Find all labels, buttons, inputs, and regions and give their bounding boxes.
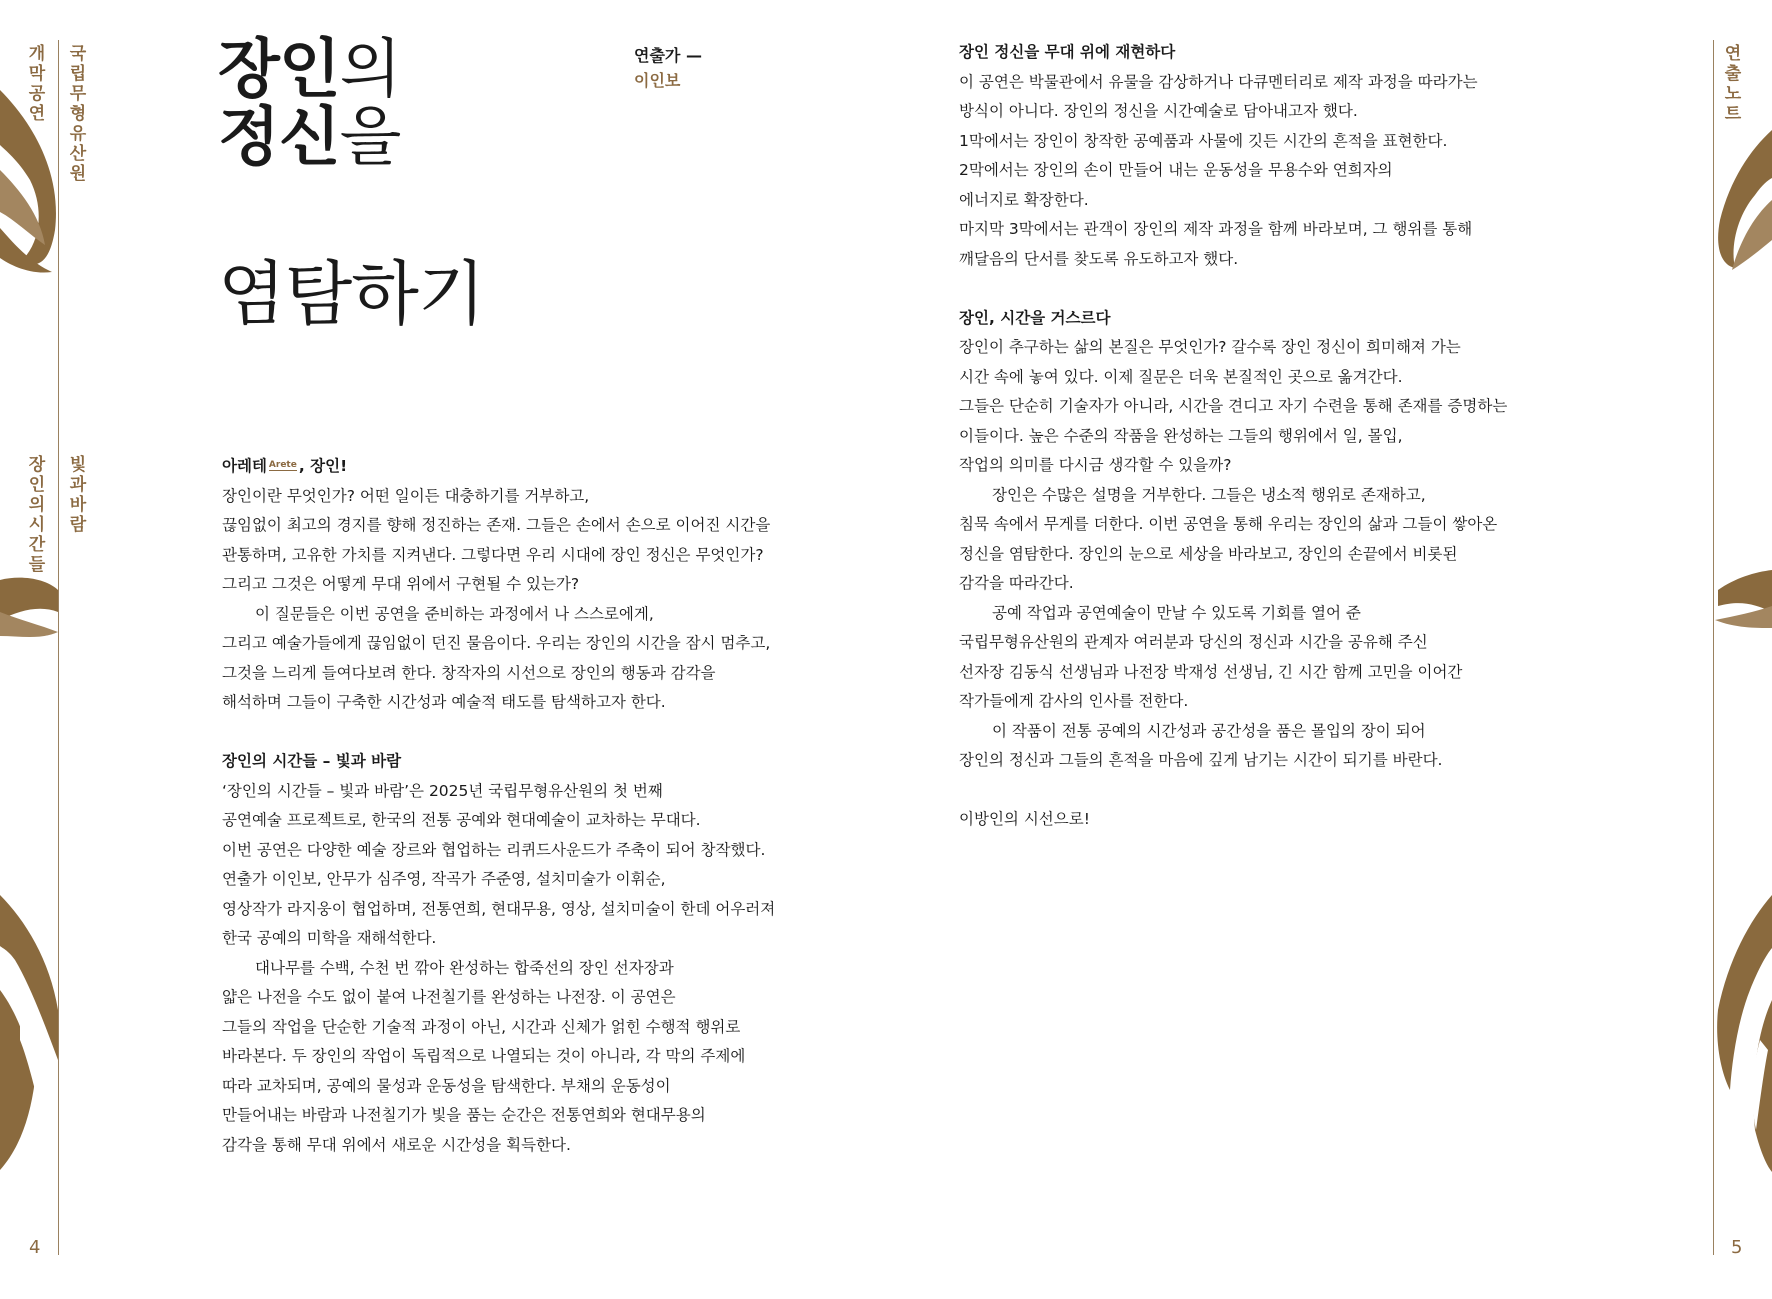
paragraph-line: 그리고 예술가들에게 끊임없이 던진 물음이다. 우리는 장인의 시간을 잠시 멈추고, <box>222 634 771 652</box>
director-name: 이인보 <box>634 71 681 90</box>
paragraph-line: 침묵 속에서 무게를 더한다. 이번 공연을 통해 우리는 장인의 삶과 그들이 쌓아온 <box>959 515 1498 533</box>
left-body-column <box>222 451 775 1160</box>
paragraph-line: 시간 속에 놓여 있다. 이제 질문은 더욱 본질적인 곳으로 옮겨간다. <box>959 367 1403 386</box>
margin-label-director-note: 연출노트 <box>1724 44 1742 124</box>
section-heading-times: 장인의 시간들 – 빛과 바람 <box>222 752 402 770</box>
margin-label-subtitle: 빛과 바람 <box>69 455 87 535</box>
paragraph-line: 이 공연은 박물관에서 유물을 감상하거나 다큐멘터리로 제작 과정을 따라가는 <box>959 72 1478 91</box>
title-line-3: 염탐하기 <box>218 253 485 335</box>
paragraph-line: 한국 공예의 미학을 재해석한다. <box>222 929 437 947</box>
right-brush-ornament <box>1710 0 1772 1299</box>
paragraph-line: 장인의 정신과 그들의 흔적을 마음에 깊게 남기는 시간이 되기를 바란다. <box>959 751 1443 769</box>
section-heading-against-time: 장인, 시간을 거스르다 <box>959 308 1111 327</box>
paragraph-line: 1막에서는 장인이 창작한 공예품과 사물에 깃든 시간의 흔적을 표현한다. <box>959 131 1448 150</box>
paragraph-line: 장인은 수많은 설명을 거부한다. 그들은 냉소적 행위로 존재하고, <box>992 485 1426 504</box>
paragraph-line: 그것을 느리게 들여다보려 한다. 창작자의 시선으로 장인의 행동과 감각을 <box>222 663 716 682</box>
paragraph-line: 대나무를 수백, 수천 번 깎아 완성하는 합죽선의 장인 선자장과 <box>255 958 674 977</box>
paragraph-line: 국립무형유산원의 관계자 여러분과 당신의 정신과 시간을 공유해 주신 <box>959 633 1428 651</box>
paragraph-line: 깨달음의 단서를 찾도록 유도하고자 했다. <box>959 249 1239 268</box>
paragraph-line: ‘장인의 시간들 – 빛과 바람’은 2025년 국립무형유산원의 첫 번째 <box>222 781 663 800</box>
paragraph-line: 감각을 따라간다. <box>959 574 1074 592</box>
paragraph-line: 그리고 그것은 어떻게 무대 위에서 구현될 수 있는가? <box>222 575 580 593</box>
paragraph-line: 이 작품이 전통 공예의 시간성과 공간성을 품은 몰입의 장이 되어 <box>992 721 1426 740</box>
paragraph-line: 2막에서는 장인의 손이 만들어 내는 운동성을 무용수와 연희자의 <box>959 161 1393 179</box>
paragraph-line: 선자장 김동식 선생님과 나전장 박재성 선생님, 긴 시간 함께 고민을 이어간 <box>959 662 1463 681</box>
paragraph-line: 그들의 작업을 단순한 기술적 과정이 아닌, 시간과 신체가 얽힌 수행적 행위로 <box>222 1017 741 1036</box>
paragraph-line: 관통하며, 고유한 가치를 지켜낸다. 그렇다면 우리 시대에 장인 정신은 무엇인가? <box>222 545 764 564</box>
title-line-1: 장인의 <box>218 33 401 107</box>
paragraph-line: 정신을 염탐한다. 장인의 눈으로 세상을 바라보고, 장인의 손끝에서 비롯된 <box>959 544 1458 563</box>
page-number-left: 4 <box>29 1237 41 1258</box>
director-role: 연출가 — <box>634 46 702 65</box>
right-margin-rule <box>1713 40 1714 1255</box>
left-brush-ornament <box>0 0 62 1299</box>
paragraph-line: 공연예술 프로젝트로, 한국의 전통 공예와 현대예술이 교차하는 무대다. <box>222 811 701 829</box>
paragraph-line: 작업의 의미를 다시금 생각할 수 있을까? <box>959 456 1232 474</box>
paragraph-line: 장인이란 무엇인가? 어떤 일이든 대충하기를 거부하고, <box>222 486 590 505</box>
paragraph-line: 방식이 아니다. 장인의 정신을 시간예술로 담아내고자 했다. <box>959 102 1358 120</box>
title-line-2: 정신을 <box>218 101 401 175</box>
closing-line: 이방인의 시선으로! <box>959 810 1090 828</box>
paragraph-line: 감각을 통해 무대 위에서 새로운 시간성을 획득한다. <box>222 1135 571 1154</box>
page-title <box>218 33 401 175</box>
paragraph-line: 이번 공연은 다양한 예술 장르와 협업하는 리퀴드사운드가 주축이 되어 창작했다. <box>222 840 766 859</box>
paragraph-line: 마지막 3막에서는 관객이 장인의 제작 과정을 함께 바라보며, 그 행위를 통해 <box>959 220 1473 238</box>
paragraph-line: 만들어내는 바람과 나전칠기가 빛을 품는 순간은 전통연희와 현대무용의 <box>222 1106 706 1124</box>
page-number-right: 5 <box>1731 1237 1743 1258</box>
paragraph-line: 해석하며 그들이 구축한 시간성과 예술적 태도를 탐색하고자 한다. <box>222 693 666 711</box>
paragraph-line: 얇은 나전을 수도 없이 붙여 나전칠기를 완성하는 나전장. 이 공연은 <box>222 988 676 1006</box>
paragraph-line: 바라본다. 두 장인의 작업이 독립적으로 나열되는 것이 아니라, 각 막의 주제에 <box>222 1047 746 1065</box>
paragraph-line: 장인이 추구하는 삶의 본질은 무엇인가? 갈수록 장인 정신이 희미해져 가는 <box>959 338 1461 356</box>
paragraph-line: 에너지로 확장한다. <box>959 190 1089 209</box>
paragraph-line: 공예 작업과 공연예술이 만날 수 있도록 기회를 열어 준 <box>992 603 1361 622</box>
paragraph-line: 작가들에게 감사의 인사를 전한다. <box>959 692 1189 710</box>
margin-label-opening: 개막공연 <box>28 44 46 124</box>
paragraph-line: 그들은 단순히 기술자가 아니라, 시간을 견디고 자기 수련을 통해 존재를 증명하는 <box>959 397 1508 415</box>
paragraph-line: 연출가 이인보, 안무가 심주영, 작곡가 주준영, 설치미술가 이휘순, <box>222 870 666 888</box>
paragraph-line: 이들이다. 높은 수준의 작품을 완성하는 그들의 행위에서 일, 몰입, <box>959 426 1403 445</box>
right-body-column <box>959 38 1507 835</box>
paragraph-line: 따라 교차되며, 공예의 물성과 운동성을 탐색한다. 부채의 운동성이 <box>222 1076 671 1095</box>
paragraph-line: 영상작가 라지웅이 협업하며, 전통연희, 현대무용, 영상, 설치미술이 한데 어우러져 <box>222 899 776 918</box>
margin-label-show-title: 장인의 시간들 <box>28 455 46 575</box>
arete-tag: Arete <box>268 460 297 470</box>
section-heading-arete: 아레테 $^{Arete}$ , 장인! <box>222 457 348 475</box>
paragraph-line: 끊임없이 최고의 경지를 향해 정진하는 존재. 그들은 손에서 손으로 이어진 시간을 <box>222 516 771 534</box>
section-heading-stage: 장인 정신을 무대 위에 재현하다 <box>959 43 1176 61</box>
paragraph-line: 이 질문들은 이번 공연을 준비하는 과정에서 나 스스로에게, <box>255 604 654 623</box>
margin-label-institution: 국립무형유산원 <box>69 44 87 184</box>
left-margin-rule <box>58 40 59 1255</box>
